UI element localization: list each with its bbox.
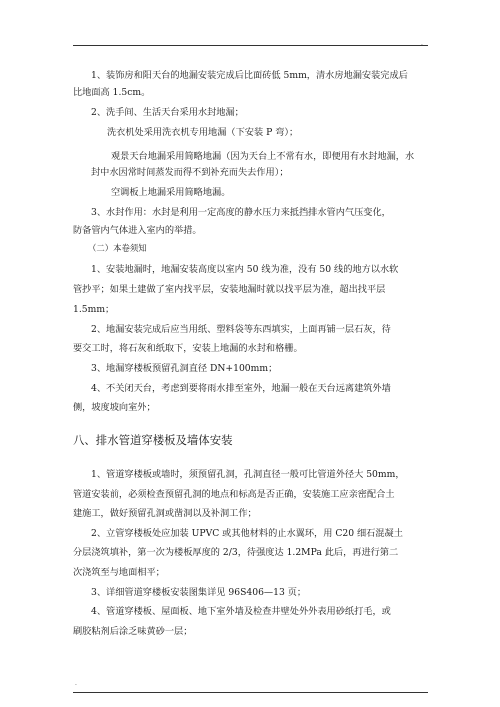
paragraph-line: 要交工时，将石灰和纸取下，安装上地漏的水封和格栅。 [73,343,303,354]
paragraph-line: 2、洗手间、生活天台采用水封地漏； [91,107,244,118]
paragraph-line: 封中水因常时间蒸发而得不到补充而失去作用）； [91,167,289,178]
paragraph-line: 防备管内气体进入室内的举措。 [73,225,202,236]
paragraph-line: 3、水封作用：水封是利用一定高度的静水压力来抵挡排水管内气压变化， [91,207,391,218]
paragraph-line: 3、地漏穿楼板预留孔洞直径 DN+100mm； [91,363,278,374]
paragraph-line: 1、管道穿楼板或墙时，须预留孔洞，孔洞直径一般可比管道外径大 50mm， [91,469,405,480]
paragraph-line: 观景天台地漏采用简略地漏（因为天台上不常有水，即便用有水封地漏，水 [111,151,415,162]
paragraph-line: 3、详细管道穿楼板安装图集详见 96S406—13 页； [91,587,307,598]
paragraph-line: 1、安装地漏时，地漏安装高度以室内 50 线为准，没有 50 线的地方以水软 [91,264,399,275]
header-rule [73,45,428,46]
header-mark: . [421,40,423,47]
paragraph-line: 洗衣机处采用洗衣机专用地漏（下安装 P 弯）； [107,127,299,138]
paragraph-line: 1、装饰房和阳天台的地漏安装完成后比面砖低 5mm，清水房地漏安装完成后 [91,70,408,81]
paragraph-line: 空调板上地漏采用简略地漏。 [111,187,231,198]
paragraph-line: 次浇筑至与地面相平； [73,567,165,578]
paragraph-line: 比地面高 1.5cm。 [73,87,151,98]
paragraph-line: 1.5mm； [73,304,115,315]
paragraph-line: 管道安装前，必须检查预留孔洞的地点和标高是否正确，安装施工应亲密配合土 [73,489,395,500]
paragraph-line: 2、地漏安装完成后应当用纸、塑料袋等东西填实，上面再铺一层石灰，待 [91,324,391,335]
paragraph-line: 刷胶粘剂后涂乏味黄砂一层； [73,626,193,637]
footer-rule [73,692,428,693]
paragraph-line: 分层浇筑填补，第一次为楼板厚度的 2/3，待强度达 1.2MPa 此后，再进行第二 [73,547,399,558]
paragraph-line: 侧，坡度坡向室外； [73,402,156,413]
paragraph-line: 2、立管穿楼板处应加装 UPVC 或其他材料的止水翼环，用 C20 细石混凝土 [91,528,403,539]
paragraph-line: 4、管道穿楼板、屋面板、地下室外墙及检查井壁处外外表用砂纸打毛，或 [91,606,391,617]
subsection-title: （二）本卷须知 [88,243,147,253]
section-heading: 八、排水管道穿楼板及墙体安装 [73,433,233,447]
footer-mark: . [75,680,77,687]
paragraph-line: 管抄平；如果土建做了室内找平层，安装地漏时就以找平层为准，超出找平层 [73,284,386,295]
paragraph-line: 建施工，做好预留孔洞或凿洞以及补洞工作； [73,508,257,519]
paragraph-line: 4、不关闭天台，考虑到要将雨水排至室外，地漏一般在天台远离建筑外墙 [91,383,391,394]
